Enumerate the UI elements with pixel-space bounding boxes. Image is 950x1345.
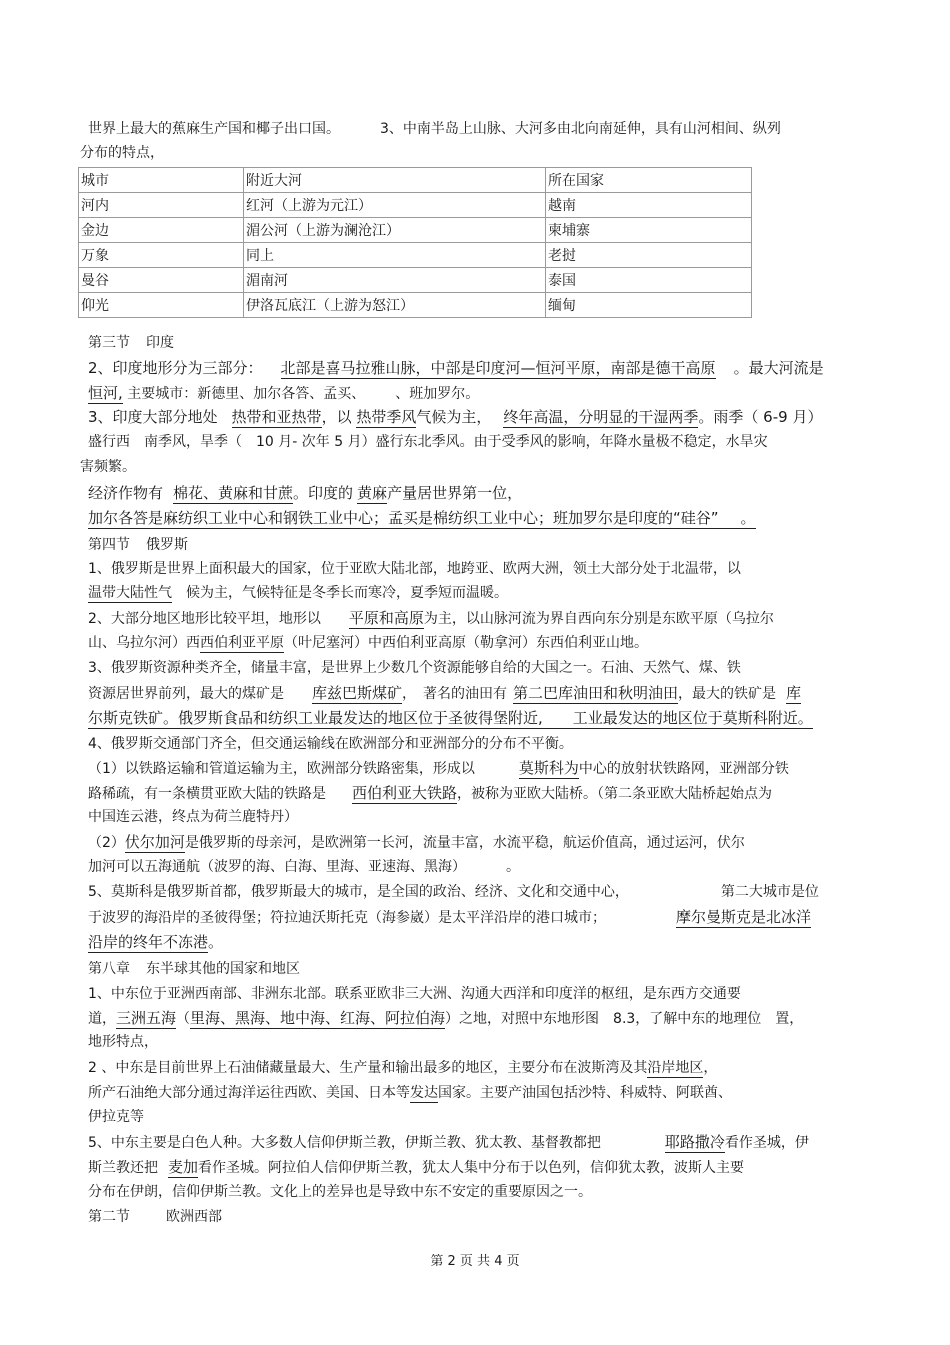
section-heading-india [88, 333, 174, 353]
table-row [79, 193, 752, 218]
text: 3、中南半岛上山脉、大河多由北向南延伸，具有山河相间、纵列 [380, 121, 781, 137]
underlined-answer: 摩尔曼斯克是北冰洋 [676, 908, 812, 926]
text: 气候为主， [416, 408, 492, 426]
underlined-answer: 黄麻 [357, 484, 388, 502]
underlined-answer: 西伯利亚平原 [200, 635, 284, 651]
heading-title: 印度 [146, 335, 174, 351]
text: 国家。主要产油国包括沙特、科威特、阿联酋、 [438, 1085, 732, 1101]
heading-number: 第二节 [88, 1209, 130, 1225]
russia-p41-line3: 中国连云港，终点为荷兰鹿特丹） [88, 809, 298, 825]
intro-line-1 [88, 119, 781, 139]
russia-p1-line2 [88, 583, 508, 603]
cell-country: 柬埔寨 [546, 218, 752, 243]
india-p3-line2: 盛行西 南季风，旱季（ 10 月- 次年 5 月）盛行东北季风。由于受季风的影响，年降水量极不稳定，水旱灾 [88, 434, 768, 450]
text: 。俄罗斯食品和纺织工业最发达的地区位于圣彼得堡附近, 工业最发达的地区位于莫斯科附近。 [163, 709, 813, 727]
text: 产量居世界第一位， [387, 484, 523, 502]
text: 3、印度大部分地处 [88, 408, 218, 426]
text: 是俄罗斯的母亲河，是欧洲第一长河，流量丰富，水流平稳，航运价值高，通过运河，伏尔 [184, 835, 745, 851]
russia-p4: 4、俄罗斯交通部门齐全，但交通运输线在欧洲部分和亚洲部分的分布不平衡。 [88, 736, 573, 752]
underlined-answer: 第二巴库油田和秋明油田 [513, 684, 679, 702]
section-heading-europe [88, 1207, 222, 1227]
text: （2） [88, 835, 125, 851]
heading-title: 东半球其他的国家和地区 [146, 961, 300, 977]
table-row [79, 293, 752, 318]
underlined-answer: 莫斯科为 [518, 759, 579, 777]
cell-country: 越南 [546, 193, 752, 218]
underlined-answer: 库 [786, 684, 802, 702]
table-row [79, 268, 752, 293]
mideast-p1-line1: 1、中东位于亚洲西南部、非洲东北部。联系亚欧非三大洲、沟通大西洋和印度洋的枢纽，是东西方交通要 [88, 986, 741, 1002]
cell-city: 金边 [79, 218, 244, 243]
page-footer: 第 2 页 共 4 页 [430, 1254, 520, 1269]
text: 于波罗的海沿岸的圣彼得堡；符拉迪沃斯托克（海参崴）是太平洋沿岸的港口城市； [88, 910, 606, 926]
text: ）之地，对照中东地形图 8.3，了解中东的地理位 置， [445, 1011, 804, 1027]
cell-city: 万象 [79, 243, 244, 268]
cell-river: 湄南河 [244, 268, 546, 293]
underlined-answer: 伏尔加河 [124, 833, 185, 851]
mideast-p5-line2 [88, 1157, 744, 1178]
section-heading-russia [88, 535, 188, 555]
cell-river: 伊洛瓦底江（上游为怒江） [244, 293, 546, 318]
underlined-answer: 棉花、黄麻和甘蔗 [173, 484, 294, 502]
text: 候为主，气候特征是冬季长而寒冷，夏季短而温暖。 [186, 585, 508, 601]
text: 。 [208, 933, 224, 951]
russia-p41-line2 [88, 783, 772, 804]
text: 尔斯克铁矿 [88, 709, 164, 727]
underlined-answer: 沿岸地区 [647, 1060, 704, 1076]
underlined-answer: 恒河, [88, 384, 123, 402]
underlined-answer: 耶路撒冷 [664, 1133, 725, 1151]
cell-city: 河内 [79, 193, 244, 218]
text: 道， [88, 1011, 116, 1027]
header-river: 附近大河 [244, 168, 546, 193]
text: 、班加罗尔。 [395, 386, 480, 402]
underlined-answer: 发达 [410, 1085, 438, 1101]
cell-country: 老挝 [546, 243, 752, 268]
russia-p2-line2 [88, 633, 648, 653]
underlined-answer: 终年高温，分明显的干湿两季 [503, 408, 699, 426]
russia-p2-line1 [88, 608, 774, 629]
russia-p3-line1: 3、俄罗斯资源种类齐全，储量丰富，是世界上少数几个资源能够自给的大国之一。石油、天然气、煤、铁 [88, 660, 741, 676]
underlined-answer [88, 709, 813, 729]
text: 路稀疏，有一条横贯亚欧大陆的铁路是 [88, 786, 326, 802]
mideast-p2-line2 [88, 1083, 732, 1103]
india-p2-line2 [88, 383, 479, 404]
mideast-p5-line3: 分布在伊朗，信仰伊斯兰教。文化上的差异也是导致中东不安定的重要原因之一。 [88, 1184, 592, 1200]
text: 世界上最大的蕉麻生产国和椰子出口国。 [88, 121, 340, 137]
text: 资源居世界前列，最大的煤矿是 [88, 686, 284, 702]
russia-p5-line3 [88, 932, 223, 952]
text: 5、莫斯科是俄罗斯首都，俄罗斯最大的城市，是全国的政治、经济、文化和交通中心， [88, 884, 629, 900]
india-p3-line1 [88, 407, 822, 427]
text: 看作圣城，伊 [724, 1135, 809, 1151]
mideast-p1-line3: 地形特点， [88, 1034, 158, 1050]
text: 斯兰教还把 [88, 1160, 158, 1176]
header-city: 城市 [79, 168, 244, 193]
text: 为主，以山脉河流为界自西向东分别是东欧平原（乌拉尔 [423, 611, 774, 627]
russia-p3-line3 [88, 708, 813, 728]
underlined-answer [88, 509, 756, 529]
cell-city: 仰光 [79, 293, 244, 318]
india-p4-line2 [88, 508, 756, 528]
russia-p3-line2 [88, 683, 801, 704]
intro-line-2: 分布的特点， [80, 145, 164, 161]
text: 2、印度地形分为三部分： [88, 359, 263, 377]
text: 加尔各答是麻纺织工业中心和钢铁工业中心；孟买是棉纺织工业中心；班加罗尔是印度的“硅谷” [88, 509, 719, 527]
russia-p5-line1 [88, 882, 819, 902]
text: 第二大城市是位 [720, 884, 819, 900]
heading-number: 第四节 [88, 537, 130, 553]
text: ，以 [321, 408, 352, 426]
underlined-answer: 北部是喜马拉雅山脉，中部是印度河—恒河平原，南部是德干高原 [280, 359, 716, 377]
text: 。 [740, 509, 756, 527]
mideast-p2-line1 [88, 1058, 717, 1078]
russia-p42-line1 [88, 832, 745, 853]
text: 中心的放射状铁路网，亚洲部分铁 [578, 761, 789, 777]
city-river-table [78, 167, 752, 318]
table-header-row [79, 168, 752, 193]
russia-p42-line2 [88, 857, 520, 877]
text: 5、中东主要是白色人种。大多数人信仰伊斯兰教，伊斯兰教、犹太教、基督教都把 [88, 1135, 601, 1151]
text: ，最大的铁矿是 [678, 686, 777, 702]
text: （叶尼塞河）中西伯利亚高原（勒拿河）东西伯利亚山地。 [284, 635, 648, 651]
underlined-answer: 平原和高原 [348, 609, 424, 627]
text: 。 [506, 859, 520, 875]
cell-country: 缅甸 [546, 293, 752, 318]
india-p2-line1 [88, 358, 824, 378]
table-row [79, 218, 752, 243]
cell-country: 泰国 [546, 268, 752, 293]
text: （1）以铁路运输和管道运输为主，欧洲部分铁路密集，形成以 [88, 761, 475, 777]
header-country: 所在国家 [546, 168, 752, 193]
underlined-answer: 库兹巴斯煤矿 [312, 684, 403, 702]
underlined-answer: 沿岸的终年不冻港 [88, 933, 209, 951]
underlined-answer: 热带和亚热带 [231, 408, 322, 426]
text: 主要城市：新德里、加尔各答、孟买、 [127, 386, 366, 402]
heading-title: 欧洲西部 [166, 1209, 222, 1225]
underlined-answer: 热带季风 [356, 408, 417, 426]
text: ， [703, 1060, 718, 1076]
text: 。最大河流是 [733, 359, 824, 377]
cell-river: 同上 [244, 243, 546, 268]
underlined-answer: 里海、黑海、地中海、红海、阿拉伯海 [190, 1009, 446, 1027]
heading-title: 俄罗斯 [146, 537, 188, 553]
text: ， 著名的油田有 [402, 686, 508, 702]
cell-river: 红河（上游为元江） [244, 193, 546, 218]
text: ，被称为亚欧大陆桥。（第二条亚欧大陆桥起始点为 [457, 786, 773, 802]
underlined-answer: 麦加 [168, 1158, 199, 1176]
heading-number: 第八章 [88, 961, 130, 977]
text: 加河可以五海通航（波罗的海、白海、里海、亚速海、黑海） [88, 859, 466, 875]
russia-p5-line2 [88, 907, 811, 928]
text: （ [176, 1011, 191, 1027]
text: 所产石油绝大部分通过海洋运往西欧、美国、日本等 [88, 1085, 410, 1101]
mideast-p2-line3: 伊拉克等 [88, 1109, 144, 1125]
russia-p41-line1 [88, 758, 789, 779]
india-p3-line3: 害频繁。 [80, 459, 136, 475]
text: 山、乌拉尔河）西 [88, 635, 200, 651]
table-row [79, 243, 752, 268]
india-p4-line1 [88, 483, 522, 503]
section-heading-mideast [88, 959, 300, 979]
underlined-answer: 三洲五海 [116, 1009, 177, 1027]
text: 。雨季（ 6-9 月） [698, 408, 823, 426]
cell-river: 湄公河（上游为澜沧江） [244, 218, 546, 243]
mideast-p5-line1 [88, 1132, 809, 1153]
text: 2 、中东是目前世界上石油储藏量最大、生产量和输出最多的地区，主要分布在波斯湾及其 [88, 1060, 648, 1076]
text: 经济作物有 [88, 484, 164, 502]
mideast-p1-line2 [88, 1008, 803, 1029]
text: 2、大部分地区地形比较平坦，地形以 [88, 611, 321, 627]
cell-city: 曼谷 [79, 268, 244, 293]
heading-number: 第三节 [88, 335, 130, 351]
russia-p1-line1: 1、俄罗斯是世界上面积最大的国家，位于亚欧大陆北部，地跨亚、欧两大洲，领土大部分处于北温带，以 [88, 561, 741, 577]
text: 看作圣城。阿拉伯人信仰伊斯兰教，犹太人集中分布于以色列，信仰犹太教，波斯人主要 [198, 1160, 745, 1176]
underlined-answer: 西伯利亚大铁路 [352, 784, 458, 802]
text: 。印度的 [293, 484, 354, 502]
underlined-answer: 温带大陆性气 [88, 585, 172, 601]
